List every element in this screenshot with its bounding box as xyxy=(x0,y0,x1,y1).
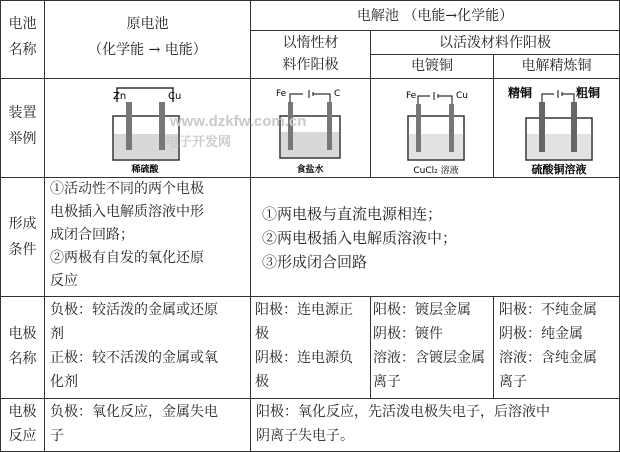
galvanic-solution: 稀硫酸 xyxy=(131,165,159,175)
device-row-label-2: 举例 xyxy=(8,131,37,147)
electrolytic-reaction-1: 阳极：氧化反应，先活泼电极失电子，后溶液中 xyxy=(256,404,550,420)
refining-name-2: 阴极：纯金属 xyxy=(499,326,583,342)
inert-name-2: 极 xyxy=(255,326,269,342)
galvanic-name-3: 正极：较不活泼的金属或氧 xyxy=(50,350,218,366)
galvanic-name-1: 负极：较活泼的金属或还原 xyxy=(50,302,218,318)
galvanic-electrode-right: Cu xyxy=(168,91,182,102)
inert-name-3: 阴极：连电源负 xyxy=(255,350,353,366)
electroplating-header: 电镀铜 xyxy=(411,58,453,74)
names-row-label-1: 电极 xyxy=(8,326,37,342)
galvanic-name-4: 化剂 xyxy=(50,374,78,390)
header-cell-type-line2: 名称 xyxy=(8,42,37,58)
refining-solution: 硫酸铜溶液 xyxy=(531,163,587,176)
inert-name-1: 阳极：连电源正 xyxy=(255,302,353,318)
device-row-label-1: 装置 xyxy=(8,105,37,121)
plating-name-3: 溶液：含镀层金属 xyxy=(373,350,485,366)
electroplating-diagram xyxy=(390,84,480,176)
inert-anode-line1: 以惰性材 xyxy=(282,35,339,51)
refining-electrode-left: 精铜 xyxy=(508,86,533,100)
plating-name-2: 阴极：镀件 xyxy=(373,326,443,342)
electrolytic-title: 电解池 （电能→化学能） xyxy=(356,8,514,24)
refining-diagram xyxy=(502,80,612,176)
plating-name-4: 离子 xyxy=(373,374,401,390)
galvanic-condition-2: 电极插入电解质溶液中形 xyxy=(50,204,204,220)
plating-electrode-right: Cu xyxy=(456,91,468,101)
galvanic-name-2: 剂 xyxy=(50,326,64,342)
galvanic-electrode-left: Zn xyxy=(113,91,127,102)
refining-electrode-right: 粗铜 xyxy=(576,86,601,100)
electrolytic-condition-2: ②两电极插入电解质溶液中； xyxy=(262,229,458,247)
refining-name-1: 阳极：不纯金属 xyxy=(499,302,597,318)
galvanic-condition-1: ①活动性不同的两个电极 xyxy=(50,181,204,197)
plating-solution: CuCl₂ 溶液 xyxy=(413,166,459,176)
galvanic-subtitle: （化学能 → 电能） xyxy=(88,42,207,58)
inert-anode-line2: 料作阳极 xyxy=(282,57,339,73)
plating-name-1: 阳极：镀层金属 xyxy=(373,302,471,318)
galvanic-condition-3: 成闭合回路； xyxy=(50,227,134,243)
watermark-name: 电子开发网 xyxy=(166,134,232,149)
plating-electrode-left: Fe xyxy=(406,91,417,101)
electrolytic-condition-3: ③形成闭合回路 xyxy=(262,253,368,271)
inert-solution: 食盐水 xyxy=(296,165,324,175)
electrolytic-reaction-2: 阴离子失电子。 xyxy=(256,428,354,444)
inert-anode-diagram xyxy=(270,84,350,176)
conditions-row-label-1: 形成 xyxy=(8,216,37,232)
refining-name-4: 离子 xyxy=(499,374,527,390)
refining-name-3: 溶液：含纯金属 xyxy=(499,350,597,366)
refining-header: 电解精炼铜 xyxy=(521,58,592,74)
galvanic-reaction-2: 子 xyxy=(50,428,64,444)
electrolytic-condition-1: ①两电极与直流电源相连； xyxy=(262,205,443,223)
galvanic-reaction-1: 负极：氧化反应，金属失电 xyxy=(50,404,218,420)
inert-name-4: 极 xyxy=(255,374,269,390)
conditions-row-label-2: 条件 xyxy=(8,242,37,258)
galvanic-condition-5: 反应 xyxy=(50,273,78,289)
header-cell-type-line1: 电池 xyxy=(8,16,37,32)
reactions-row-label-1: 电极 xyxy=(8,404,37,420)
galvanic-title: 原电池 xyxy=(126,16,169,32)
galvanic-cell-diagram xyxy=(95,84,195,176)
galvanic-condition-4: ②两极有自发的氧化还原 xyxy=(50,250,204,266)
inert-electrode-right: C xyxy=(334,89,341,99)
reactions-row-label-2: 反应 xyxy=(8,428,37,444)
watermark-url: www.dzkfw.com.cn xyxy=(170,113,307,130)
active-anode-header: 以活泼材料作阳极 xyxy=(439,35,551,51)
names-row-label-2: 名称 xyxy=(8,351,37,367)
inert-electrode-left: Fe xyxy=(276,89,287,99)
